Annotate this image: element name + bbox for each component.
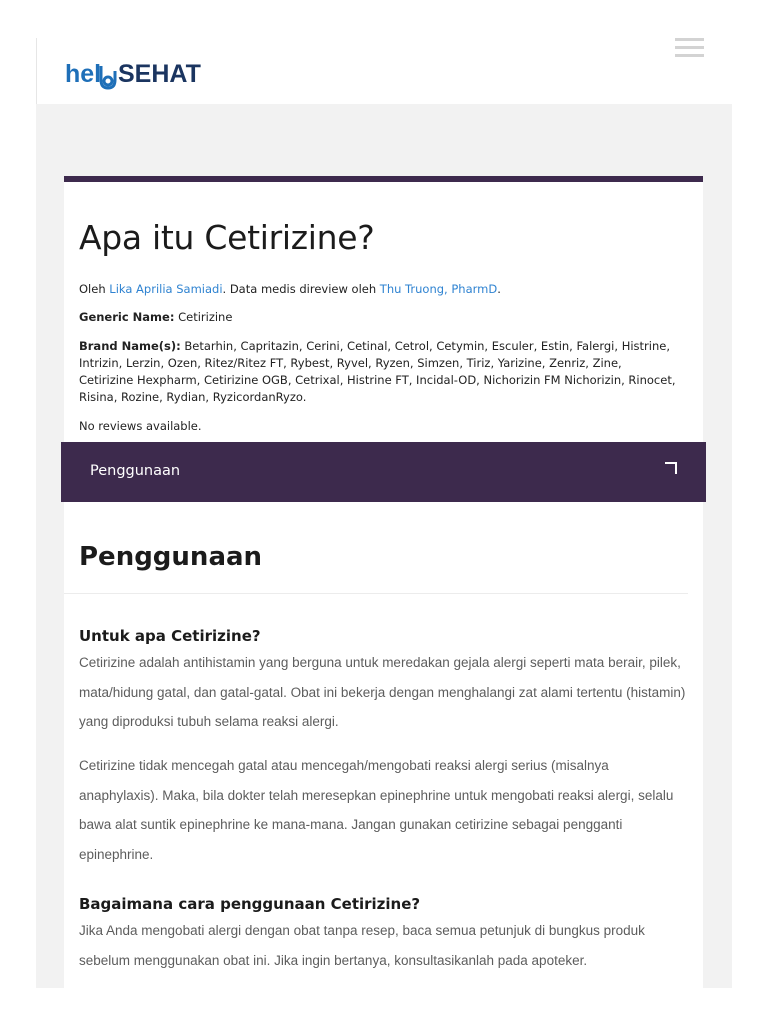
accordion-penggunaan[interactable] xyxy=(61,442,706,502)
article-card xyxy=(64,176,703,988)
generic-name xyxy=(79,309,232,326)
reviews-status: No reviews available. xyxy=(79,419,202,433)
question-heading-2: Bagaimana cara penggunaan Cetirizine? xyxy=(79,895,421,913)
hellosehat-logo[interactable] xyxy=(65,58,225,92)
svg-text:hel: hel xyxy=(65,60,102,88)
byline-suffix: . xyxy=(497,282,501,296)
accordion-label: Penggunaan xyxy=(90,463,181,479)
question-heading-1: Untuk apa Cetirizine? xyxy=(79,627,261,645)
expand-corner-icon[interactable] xyxy=(665,462,677,474)
page-frame xyxy=(36,38,732,988)
author-link[interactable]: Lika Aprilia Samiadi xyxy=(109,282,223,296)
reviewer-link[interactable]: Thu Truong, PharmD xyxy=(379,282,498,296)
review-text: . Data medis direview oleh xyxy=(222,282,377,296)
paragraph-1: Cetirizine adalah antihistamin yang berguna untuk meredakan gejala alergi seperti mata berair, pilek, mata/hidung gatal, dan gatal-gatal. Obat ini bekerja dengan menghalangi zat alami tertentu (histamin) yang diproduksi tubuh selama reaksi alergi. xyxy=(79,655,686,730)
hamburger-menu-icon[interactable] xyxy=(669,38,709,66)
section-header xyxy=(64,518,688,594)
byline xyxy=(79,281,501,298)
byline-prefix: Oleh xyxy=(79,282,106,296)
paragraph-2: Cetirizine tidak mencegah gatal atau mencegah/mengobati reaksi alergi serius (misalnya anaphylaxis). Maka, bila dokter telah meresepkan epinephrine untuk mengobati reaksi alergi, selalu bawa alat suntik epinephrine ke mana-mana. Jangan gunakan cetirizine sebagai pengganti epinephrine. xyxy=(79,758,674,863)
brands-label: Brand Name(s): xyxy=(79,339,181,353)
brand-names xyxy=(79,338,679,406)
generic-label: Generic Name: xyxy=(79,310,175,324)
section-title: Penggunaan xyxy=(79,542,263,572)
generic-value: Cetirizine xyxy=(178,310,233,324)
svg-text:SEHAT: SEHAT xyxy=(118,60,201,88)
page-title: Apa itu Cetirizine? xyxy=(79,218,375,257)
brands-value: Betarhin, Capritazin, Cerini, Cetinal, Cetrol, Cetymin, Esculer, Estin, Falergi, Histrine, Intrizin, Lerzin, Ozen, Ritez/Ritez FT, Rybest, Ryvel, Ryzen, Simzen, Tiriz, Yarizine, Zenriz, Zine, Cetirizine Hexpharm, Cetirizine OGB, Cetrixal, Histrine FT, Incidal-OD, Nichorizin FM Nichorizin, Rinocet, Risina, Rozine, Rydian, RyzicordanRyzo. xyxy=(79,339,676,404)
paragraph-3: Jika Anda mengobati alergi dengan obat tanpa resep, baca semua petunjuk di bungkus produk sebelum menggunakan obat ini. Jika ingin bertanya, konsultasikanlah pada apoteker. xyxy=(79,923,645,968)
site-header xyxy=(36,38,732,104)
